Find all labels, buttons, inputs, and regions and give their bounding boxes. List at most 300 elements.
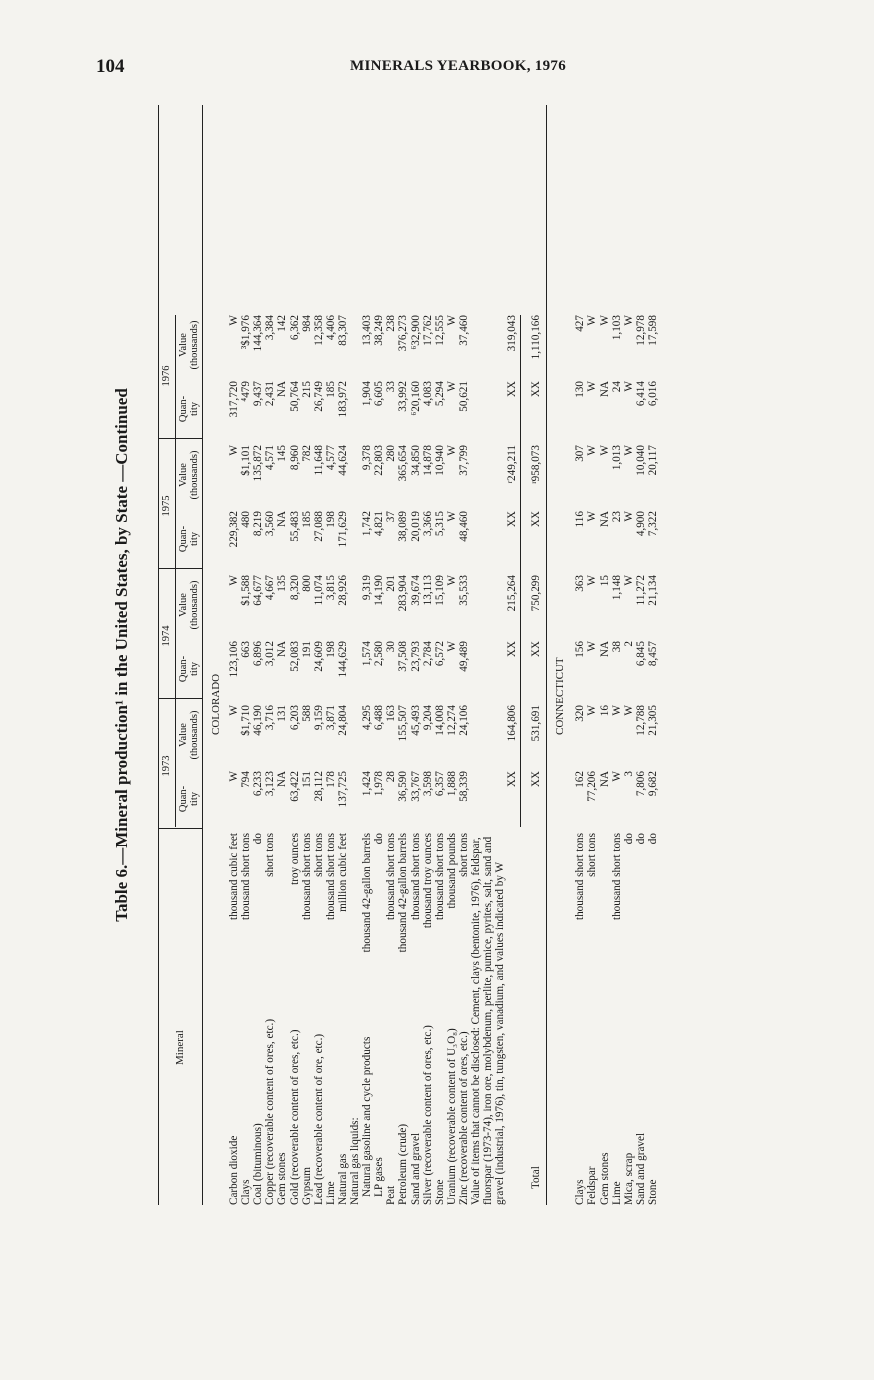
year-1974: 1974 — [161, 625, 172, 647]
cell-value: 198 — [324, 641, 337, 658]
cell-value: 15,109 — [433, 575, 446, 606]
total-label: Total — [530, 1166, 543, 1189]
cell-value: 12,358 — [312, 315, 325, 346]
table-row — [301, 105, 313, 1205]
cell-value: 6,233 — [252, 771, 265, 797]
table-row — [599, 105, 611, 1205]
cell-value: XX — [530, 381, 543, 398]
cell-value: ⁴479 — [240, 381, 253, 402]
cell-value: 1,148 — [610, 575, 623, 601]
cell-value: 365,654 — [397, 445, 410, 482]
unit-label: do — [252, 833, 264, 847]
cell-value: 155,507 — [397, 705, 410, 742]
cell-value: 183,972 — [336, 381, 349, 418]
table-title: Table 6.—Mineral production¹ in the United States, by State —Continued — [112, 388, 131, 922]
mineral-label: LP gases — [373, 1157, 386, 1197]
cell-value: 3,815 — [324, 575, 337, 601]
cell-value: 6,016 — [646, 381, 659, 407]
cell-value: 3,560 — [264, 511, 277, 537]
cell-value: 2,431 — [264, 381, 277, 407]
column-rule — [159, 438, 202, 439]
cell-value: W — [445, 381, 458, 392]
cell-value: XX — [506, 381, 519, 398]
cell-value: 26,749 — [312, 381, 325, 412]
mineral-label: Gem stones — [598, 1152, 611, 1205]
cell-value: 63,422 — [288, 771, 301, 802]
cell-value: 3,123 — [264, 771, 277, 797]
cell-value: 4,295 — [361, 705, 374, 731]
table-row — [228, 105, 240, 1205]
cell-value: 17,598 — [646, 315, 659, 346]
cell-value: 6,488 — [373, 705, 386, 731]
unit-label: thousand short tons — [611, 833, 623, 923]
quantity-header: Quan- tity — [178, 395, 200, 423]
cell-value: 14,878 — [421, 445, 434, 476]
mineral-label: Uranium (recoverable content of U₃O₈) — [445, 1028, 458, 1205]
cell-value: 11,648 — [312, 445, 325, 476]
cell-value: 163 — [385, 705, 398, 722]
cell-value: 6,845 — [634, 641, 647, 667]
column-rule — [159, 828, 202, 829]
cell-value: 4,667 — [264, 575, 277, 601]
unit-label: million cubic feet — [337, 833, 349, 915]
table-row — [458, 105, 470, 1205]
cell-value: 319,043 — [506, 315, 519, 352]
cell-value: XX — [506, 771, 519, 788]
mineral-label: Sand and gravel — [409, 1132, 422, 1205]
running-title: MINERALS YEARBOOK, 1976 — [350, 58, 566, 74]
cell-value: 238 — [385, 315, 398, 332]
year-rule — [175, 315, 176, 827]
cell-value: 201 — [385, 575, 398, 592]
cell-value: W — [228, 315, 240, 326]
cell-value: 27,088 — [312, 511, 325, 542]
unit-label: do — [373, 833, 385, 847]
mineral-label: Sand and gravel — [634, 1132, 647, 1205]
cell-value: 23,793 — [409, 641, 422, 672]
cell-value: 1,978 — [373, 771, 386, 797]
cell-value: W — [598, 315, 611, 326]
running-header — [96, 56, 566, 82]
cell-value: 6,572 — [433, 641, 446, 667]
cell-value: 50,764 — [288, 381, 301, 412]
mineral-label: Carbon dioxide — [228, 1135, 240, 1205]
cell-value: 7,806 — [634, 771, 647, 797]
cell-value: 1,742 — [361, 511, 374, 537]
cell-value: 13,113 — [421, 575, 434, 606]
cell-value: 480 — [240, 511, 253, 528]
cell-value: 185 — [300, 511, 313, 528]
unit-label: thousand 42-gallon barrels — [397, 833, 409, 955]
unit-label: do — [647, 833, 659, 847]
cell-value: 13,403 — [361, 315, 374, 346]
unit-label: thousand troy ounces — [422, 833, 434, 931]
cell-value: 33,992 — [397, 381, 410, 412]
cell-value: 4,900 — [634, 511, 647, 537]
cell-value: 130 — [574, 381, 587, 398]
cell-value: W — [622, 445, 635, 456]
table-row — [574, 105, 586, 1205]
cell-value: W — [586, 511, 599, 522]
cell-value: 164,806 — [506, 705, 519, 742]
cell-value: W — [445, 641, 458, 652]
table-row — [410, 105, 422, 1205]
table-row — [349, 105, 361, 1205]
table-row — [611, 105, 623, 1205]
cell-value: 22,803 — [373, 445, 386, 476]
cell-value: 28,926 — [336, 575, 349, 606]
cell-value: W — [586, 445, 599, 456]
cell-value: 9,437 — [252, 381, 265, 407]
cell-value: 427 — [574, 315, 587, 332]
mineral-label: Lead (recoverable content of ore, etc.) — [312, 1033, 325, 1205]
cell-value: 9,159 — [312, 705, 325, 731]
cell-value: W — [598, 445, 611, 456]
cell-value: 49,489 — [457, 641, 470, 672]
value-header: Value (thousands) — [178, 320, 200, 370]
cell-value: W — [445, 575, 458, 586]
cell-value: 320 — [574, 705, 587, 722]
mineral-header: Mineral — [174, 1030, 186, 1065]
cell-value: 3 — [622, 771, 635, 777]
unit-label: thousand cubic feet — [228, 833, 240, 923]
cell-value: 198 — [324, 511, 337, 528]
cell-value: 48,460 — [457, 511, 470, 542]
cell-value: ʳ958,073 — [530, 445, 543, 484]
cell-value: 45,493 — [409, 705, 422, 736]
total-row — [530, 105, 542, 1205]
table-row — [313, 105, 325, 1205]
cell-value: 8,457 — [646, 641, 659, 667]
cell-value: 215 — [300, 381, 313, 398]
cell-value: 2 — [622, 641, 635, 647]
cell-value: W — [445, 445, 458, 456]
cell-value: XX — [530, 771, 543, 788]
cell-value: 363 — [574, 575, 587, 592]
cell-value: NA — [598, 771, 611, 788]
cell-value: 36,590 — [397, 771, 410, 802]
cell-value: ⁶32,900 — [409, 315, 422, 350]
table-row — [623, 105, 635, 1205]
cell-value: 39,674 — [409, 575, 422, 606]
cell-value: XX — [530, 511, 543, 528]
cell-value: 4,083 — [421, 381, 434, 407]
cell-value: 144,364 — [252, 315, 265, 352]
cell-value: 12,555 — [433, 315, 446, 346]
table-row — [337, 105, 349, 1205]
mineral-label: Gold (recoverable content of ores, etc.) — [288, 1029, 301, 1205]
top-rule — [158, 105, 159, 1205]
cell-value: 4,821 — [373, 511, 386, 537]
cell-value: 5,294 — [433, 381, 446, 407]
table-row — [289, 105, 301, 1205]
cell-value: 8,219 — [252, 511, 265, 537]
cell-value: 21,134 — [646, 575, 659, 606]
cell-value: 1,103 — [610, 315, 623, 341]
table-row — [385, 105, 397, 1205]
cell-value: 3,012 — [264, 641, 277, 667]
cell-value: 10,040 — [634, 445, 647, 476]
cell-value: NA — [276, 511, 289, 528]
cell-value: W — [586, 705, 599, 716]
column-rule — [159, 698, 202, 699]
cell-value: 20,117 — [646, 445, 659, 476]
cell-value: 984 — [300, 315, 313, 332]
cell-value: 151 — [300, 771, 313, 788]
cell-value: 4,571 — [264, 445, 277, 471]
cell-value: W — [228, 575, 240, 586]
value-header: Value (thousands) — [178, 710, 200, 760]
cell-value: 33,767 — [409, 771, 422, 802]
cell-value: 24,804 — [336, 705, 349, 736]
cell-value: 14,190 — [373, 575, 386, 606]
cell-value: 55,483 — [288, 511, 301, 542]
cell-value: 317,720 — [228, 381, 240, 418]
cell-value: 215,264 — [506, 575, 519, 612]
cell-value: 3,871 — [324, 705, 337, 731]
cell-value: XX — [506, 511, 519, 528]
cell-value: NA — [598, 381, 611, 398]
unit-label: thousand short tons — [385, 833, 397, 923]
header-rule — [202, 105, 203, 1205]
cell-value: 77,206 — [586, 771, 599, 802]
table-row — [276, 105, 288, 1205]
cell-value: 8,960 — [288, 445, 301, 471]
column-rule — [159, 568, 202, 569]
unit-label: do — [635, 833, 647, 847]
cell-value: 3,384 — [264, 315, 277, 341]
mineral-label: Clays — [574, 1179, 587, 1205]
table-row — [373, 105, 385, 1205]
cell-value: 35,533 — [457, 575, 470, 606]
cell-value: 9,204 — [421, 705, 434, 731]
cell-value: 6,357 — [433, 771, 446, 797]
table-row — [446, 105, 458, 1205]
cell-value: 16 — [598, 705, 611, 717]
cell-value: W — [622, 381, 635, 392]
cell-value: 12,978 — [634, 315, 647, 346]
quantity-header: Quan- tity — [178, 525, 200, 553]
cell-value: W — [622, 315, 635, 326]
cell-value: 663 — [240, 641, 253, 658]
cell-value: 4,577 — [324, 445, 337, 471]
cell-value: 283,904 — [397, 575, 410, 612]
state-connecticut-label: CONNECTICUT — [554, 657, 567, 735]
state-colorado-label: COLORADO — [210, 673, 222, 735]
cell-value: 116 — [574, 511, 587, 528]
cell-value: XX — [530, 641, 543, 658]
table-row — [397, 105, 409, 1205]
value-header: Value (thousands) — [178, 450, 200, 500]
cell-value: ⁶20,160 — [409, 381, 422, 416]
cell-value: 20,019 — [409, 511, 422, 542]
cell-value: 11,074 — [312, 575, 325, 606]
cell-value: 1,424 — [361, 771, 374, 797]
unit-label: troy ounces — [289, 833, 301, 888]
cell-value: 52,083 — [288, 641, 301, 672]
year-1975: 1975 — [161, 495, 172, 517]
cell-value: 5,315 — [433, 511, 446, 537]
cell-value: 6,896 — [252, 641, 265, 667]
cell-value: 8,320 — [288, 575, 301, 601]
mineral-label: Peat — [385, 1185, 398, 1205]
cell-value: 1,013 — [610, 445, 623, 471]
cell-value: 34,850 — [409, 445, 422, 476]
cell-value: W — [445, 511, 458, 522]
cell-value: 145 — [276, 445, 289, 462]
cell-value: NA — [276, 381, 289, 398]
cell-value: 7,322 — [646, 511, 659, 537]
cell-value: W — [586, 315, 599, 326]
cell-value: 6,203 — [288, 705, 301, 731]
cell-value: 44,624 — [336, 445, 349, 476]
cell-value: 750,299 — [530, 575, 543, 612]
cell-value: 185 — [324, 381, 337, 398]
table-row — [252, 105, 264, 1205]
mineral-label: Mica, scrap — [622, 1152, 635, 1205]
cell-value: 800 — [300, 575, 313, 592]
quantity-header: Quan- tity — [178, 655, 200, 683]
cell-value: 38 — [610, 641, 623, 653]
quantity-header: Quan- tity — [178, 785, 200, 813]
mineral-label: Gypsum — [300, 1167, 313, 1205]
cell-value: 588 — [300, 705, 313, 722]
cell-value: 6,362 — [288, 315, 301, 341]
cell-value: 38,089 — [397, 511, 410, 542]
cell-value: 14,008 — [433, 705, 446, 736]
mineral-label: Natural gasoline and cycle products — [361, 1036, 374, 1197]
cell-value: 37,799 — [457, 445, 470, 476]
unit-label: do — [623, 833, 635, 847]
cell-value: 12,788 — [634, 705, 647, 736]
unit-label: short tons — [313, 833, 325, 880]
table-row — [434, 105, 446, 1205]
cell-value: W — [610, 771, 623, 782]
cell-value: 50,621 — [457, 381, 470, 412]
cell-value: 9,378 — [361, 445, 374, 471]
cell-value: 10,940 — [433, 445, 446, 476]
cell-value: 178 — [324, 771, 337, 788]
cell-value: 3,716 — [264, 705, 277, 731]
cell-value: 162 — [574, 771, 587, 788]
table-row — [647, 105, 659, 1205]
cell-value: 782 — [300, 445, 313, 462]
cell-value: 33 — [385, 381, 398, 393]
cell-value: 229,382 — [228, 511, 240, 548]
cell-value: W — [586, 575, 599, 586]
table-row — [325, 105, 337, 1205]
cell-value: 37,508 — [397, 641, 410, 672]
mineral-label: Stone — [646, 1179, 659, 1205]
cell-value: NA — [598, 511, 611, 528]
cell-value: 9,319 — [361, 575, 374, 601]
unit-label: thousand short tons — [301, 833, 313, 923]
cell-value: W — [586, 381, 599, 392]
unit-label: short tons — [458, 833, 470, 880]
rotated-table — [112, 105, 659, 1205]
cell-value: 1,904 — [361, 381, 374, 407]
value-header: Value (thousands) — [178, 580, 200, 630]
cell-value: $1,101 — [240, 445, 253, 476]
cell-value: 6,414 — [634, 381, 647, 407]
mineral-label: Gem stones — [276, 1152, 289, 1205]
cell-value: NA — [598, 641, 611, 658]
mineral-label: Coal (bituminous) — [252, 1123, 265, 1205]
cell-value: 144,629 — [336, 641, 349, 678]
unit-label: short tons — [586, 833, 598, 880]
cell-value: 4,406 — [324, 315, 337, 341]
page-number: 104 — [96, 56, 125, 77]
cell-value: 30 — [385, 641, 398, 653]
cell-value: W — [622, 511, 635, 522]
cell-value: 58,339 — [457, 771, 470, 802]
table-row — [361, 105, 373, 1205]
cell-value: 37,460 — [457, 315, 470, 346]
cell-value: 131 — [276, 705, 289, 722]
cell-value: 137,725 — [336, 771, 349, 808]
cell-value: 794 — [240, 771, 253, 788]
cell-value: 171,629 — [336, 511, 349, 548]
cell-value: 28,112 — [312, 771, 325, 802]
cell-value: 37 — [385, 511, 398, 523]
note-values-row — [506, 105, 518, 1205]
table-row — [264, 105, 276, 1205]
cell-value: 1,574 — [361, 641, 374, 667]
cell-value: ³$1,976 — [240, 315, 253, 350]
cell-value: 2,784 — [421, 641, 434, 667]
cell-value: 2,580 — [373, 641, 386, 667]
unit-label: thousand short tons — [574, 833, 586, 923]
mineral-label: Natural gas — [336, 1153, 349, 1205]
mineral-label: Silver (recoverable content of ores, etc.) — [421, 1025, 434, 1205]
unit-label: short tons — [264, 833, 276, 880]
cell-value: 46,190 — [252, 705, 265, 736]
cell-value: 531,691 — [530, 705, 543, 742]
cell-value: 135,872 — [252, 445, 265, 482]
cell-value: 376,273 — [397, 315, 410, 352]
cell-value: 28 — [385, 771, 398, 783]
undisclosed-note: Value of items that cannot be disclosed: Cement, clays (bentonite, 1976), feldspar, fluorspar (1973-74), iron ore, molybdenum, perlite, pumice, pyrites, salt, sand and gravel (industrial, 1976), tin, tungsten, vanadium, and values indicated by W — [470, 836, 507, 1205]
cell-value: 135 — [276, 575, 289, 592]
cell-value: 21,305 — [646, 705, 659, 736]
cell-value: 191 — [300, 641, 313, 658]
mineral-label: Clays — [240, 1179, 253, 1205]
cell-value: 38,249 — [373, 315, 386, 346]
cell-value: 280 — [385, 445, 398, 462]
cell-value: W — [228, 771, 240, 782]
cell-value: 9,682 — [646, 771, 659, 797]
cell-value: 17,762 — [421, 315, 434, 346]
cell-value: W — [228, 705, 240, 716]
cell-value: ʳ249,211 — [506, 445, 519, 484]
mineral-label: Stone — [433, 1179, 446, 1205]
table-row — [422, 105, 434, 1205]
cell-value: W — [622, 575, 635, 586]
cell-value: 83,307 — [336, 315, 349, 346]
year-1973: 1973 — [161, 755, 172, 777]
cell-value: 15 — [598, 575, 611, 587]
cell-value: W — [622, 705, 635, 716]
unit-label: thousand short tons — [434, 833, 446, 923]
unit-label: thousand pounds — [446, 833, 458, 912]
unit-label: thousand 42-gallon barrels — [361, 833, 373, 955]
table-row — [635, 105, 647, 1205]
cell-value: 23 — [610, 511, 623, 523]
mineral-label: Copper (recoverable content of ores, etc.) — [264, 1018, 277, 1205]
mineral-label: Natural gas liquids: — [349, 1117, 361, 1205]
cell-value: W — [445, 315, 458, 326]
cell-value: W — [610, 705, 623, 716]
